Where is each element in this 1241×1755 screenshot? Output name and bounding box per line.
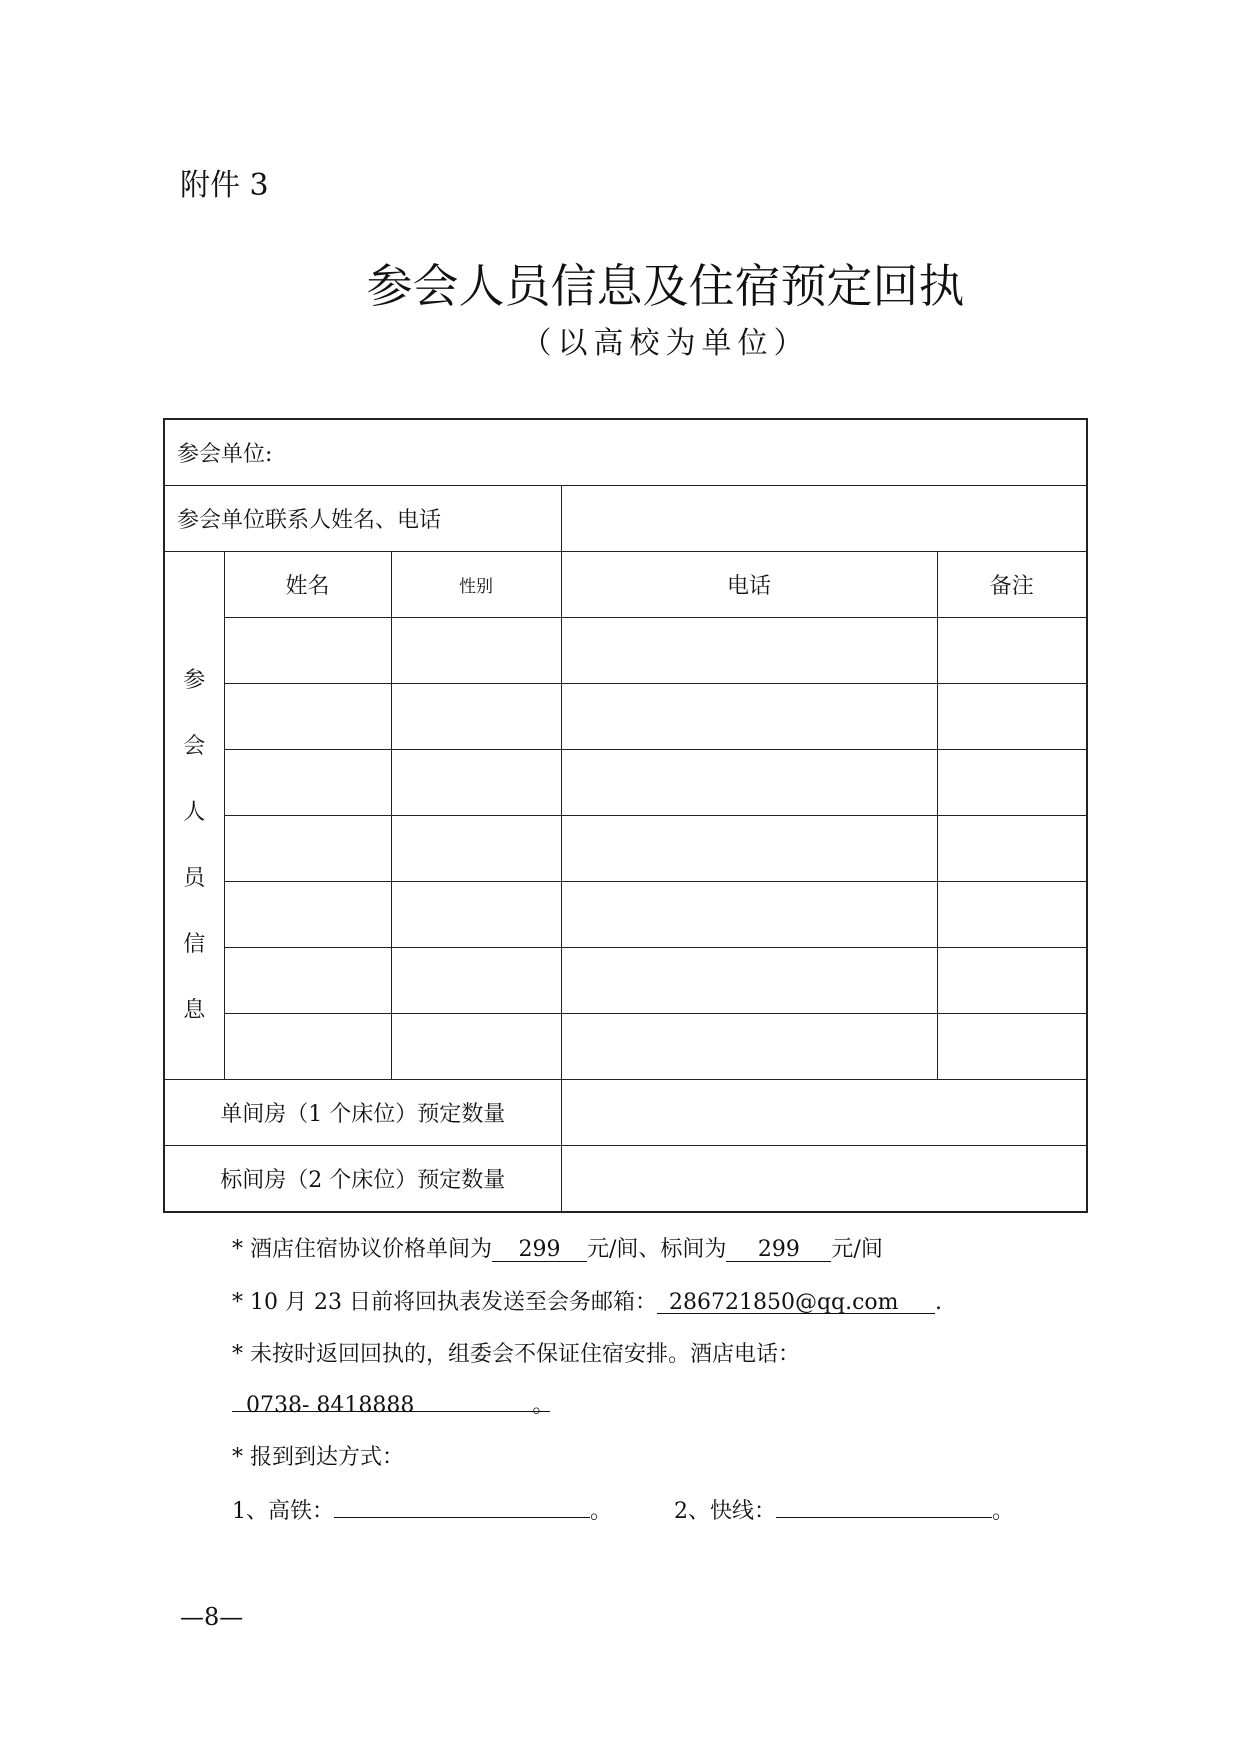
- email-suffix: .: [934, 1290, 942, 1315]
- phone-cell[interactable]: [561, 1014, 937, 1080]
- express-line-field[interactable]: [776, 1493, 992, 1518]
- table-row: [164, 948, 1087, 1014]
- remarks-cell[interactable]: [937, 750, 1087, 816]
- gender-cell[interactable]: [391, 750, 561, 816]
- price-mid: 元/间、标间为: [587, 1237, 727, 1262]
- phone-suffix: 。: [532, 1393, 555, 1418]
- phone-cell[interactable]: [561, 684, 937, 750]
- header-name: 姓名: [224, 552, 391, 618]
- email-field: [657, 1290, 935, 1314]
- email-prefix: * 10 月 23 日前将回执表发送至会务邮箱：: [232, 1290, 657, 1315]
- contact-label: 参会单位联系人姓名、电话: [164, 486, 561, 552]
- gender-cell[interactable]: [391, 816, 561, 882]
- high-speed-rail-field[interactable]: [334, 1493, 590, 1518]
- vertical-char: 人: [183, 799, 206, 825]
- gender-cell[interactable]: [391, 882, 561, 948]
- name-cell[interactable]: [224, 816, 391, 882]
- header-gender: 性别: [391, 552, 561, 618]
- phone-cell[interactable]: [561, 750, 937, 816]
- hotel-phone-note: [232, 1388, 555, 1418]
- name-cell[interactable]: [224, 618, 391, 684]
- single-room-row: [164, 1080, 1087, 1146]
- single-price: 299: [518, 1237, 561, 1262]
- option2-suffix: 。: [992, 1499, 1015, 1524]
- option1-suffix: 。: [590, 1499, 613, 1524]
- vertical-char: 参: [183, 667, 206, 693]
- single-price-field: [492, 1237, 587, 1262]
- gender-cell[interactable]: [391, 1014, 561, 1080]
- contact-input-cell[interactable]: [561, 486, 1087, 552]
- arrival-options: [232, 1493, 1014, 1525]
- unit-row: [164, 419, 1087, 486]
- remarks-cell[interactable]: [937, 882, 1087, 948]
- price-prefix: * 酒店住宿协议价格单间为: [232, 1237, 492, 1262]
- single-room-label: 单间房（1 个床位）预定数量: [164, 1080, 561, 1146]
- gender-cell[interactable]: [391, 948, 561, 1014]
- remarks-cell[interactable]: [937, 618, 1087, 684]
- attendee-info-vertical-label: [164, 552, 224, 1080]
- table-row: [164, 882, 1087, 948]
- header-row: [164, 552, 1087, 618]
- twin-price-field: [726, 1237, 831, 1262]
- price-note: [232, 1232, 883, 1263]
- twin-room-label: 标间房（2 个床位）预定数量: [164, 1146, 561, 1213]
- page-number: —8—: [180, 1603, 244, 1631]
- unit-label: 参会单位:: [164, 419, 1087, 486]
- name-cell[interactable]: [224, 882, 391, 948]
- twin-room-input-cell[interactable]: [561, 1146, 1087, 1213]
- gender-cell[interactable]: [391, 618, 561, 684]
- twin-price: 299: [757, 1237, 800, 1262]
- name-cell[interactable]: [224, 750, 391, 816]
- registration-form-table: [163, 418, 1088, 1213]
- name-cell[interactable]: [224, 1014, 391, 1080]
- vertical-char: 员: [183, 865, 206, 891]
- single-room-input-cell[interactable]: [561, 1080, 1087, 1146]
- option1-label: 1、高铁：: [232, 1499, 334, 1524]
- remarks-cell[interactable]: [937, 1014, 1087, 1080]
- page-subtitle: （以高校为单位）: [521, 326, 810, 361]
- contact-row: [164, 486, 1087, 552]
- table-row: [164, 1014, 1087, 1080]
- vertical-char: 息: [183, 997, 206, 1023]
- twin-room-row: [164, 1146, 1087, 1213]
- arrival-note: * 报到到达方式：: [232, 1445, 404, 1470]
- phone-cell[interactable]: [561, 618, 937, 684]
- option2-label: 2、快线：: [674, 1499, 777, 1524]
- remarks-cell[interactable]: [937, 948, 1087, 1014]
- name-cell[interactable]: [224, 948, 391, 1014]
- hotel-phone-field: [232, 1388, 555, 1418]
- vertical-char: 信: [183, 931, 206, 957]
- phone-cell[interactable]: [561, 948, 937, 1014]
- table-row: [164, 618, 1087, 684]
- gender-cell[interactable]: [391, 684, 561, 750]
- remarks-cell[interactable]: [937, 684, 1087, 750]
- table-row: [164, 684, 1087, 750]
- attachment-label: 附件 3: [180, 168, 269, 203]
- remarks-cell[interactable]: [937, 816, 1087, 882]
- email-address[interactable]: 286721850@qq.com: [668, 1290, 899, 1315]
- header-remarks: 备注: [937, 552, 1087, 618]
- header-phone: 电话: [561, 552, 937, 618]
- warning-note: * 未按时返回回执的，组委会不保证住宿安排。酒店电话：: [232, 1342, 800, 1367]
- name-cell[interactable]: [224, 684, 391, 750]
- price-suffix: 元/间: [831, 1237, 883, 1262]
- phone-cell[interactable]: [561, 816, 937, 882]
- phone-cell[interactable]: [561, 882, 937, 948]
- hotel-phone: 0738- 8418888: [246, 1393, 415, 1418]
- vertical-char: 会: [183, 733, 206, 759]
- email-note: [232, 1285, 942, 1316]
- page-title: 参会人员信息及住宿预定回执: [366, 259, 965, 313]
- table-row: [164, 816, 1087, 882]
- table-row: [164, 750, 1087, 816]
